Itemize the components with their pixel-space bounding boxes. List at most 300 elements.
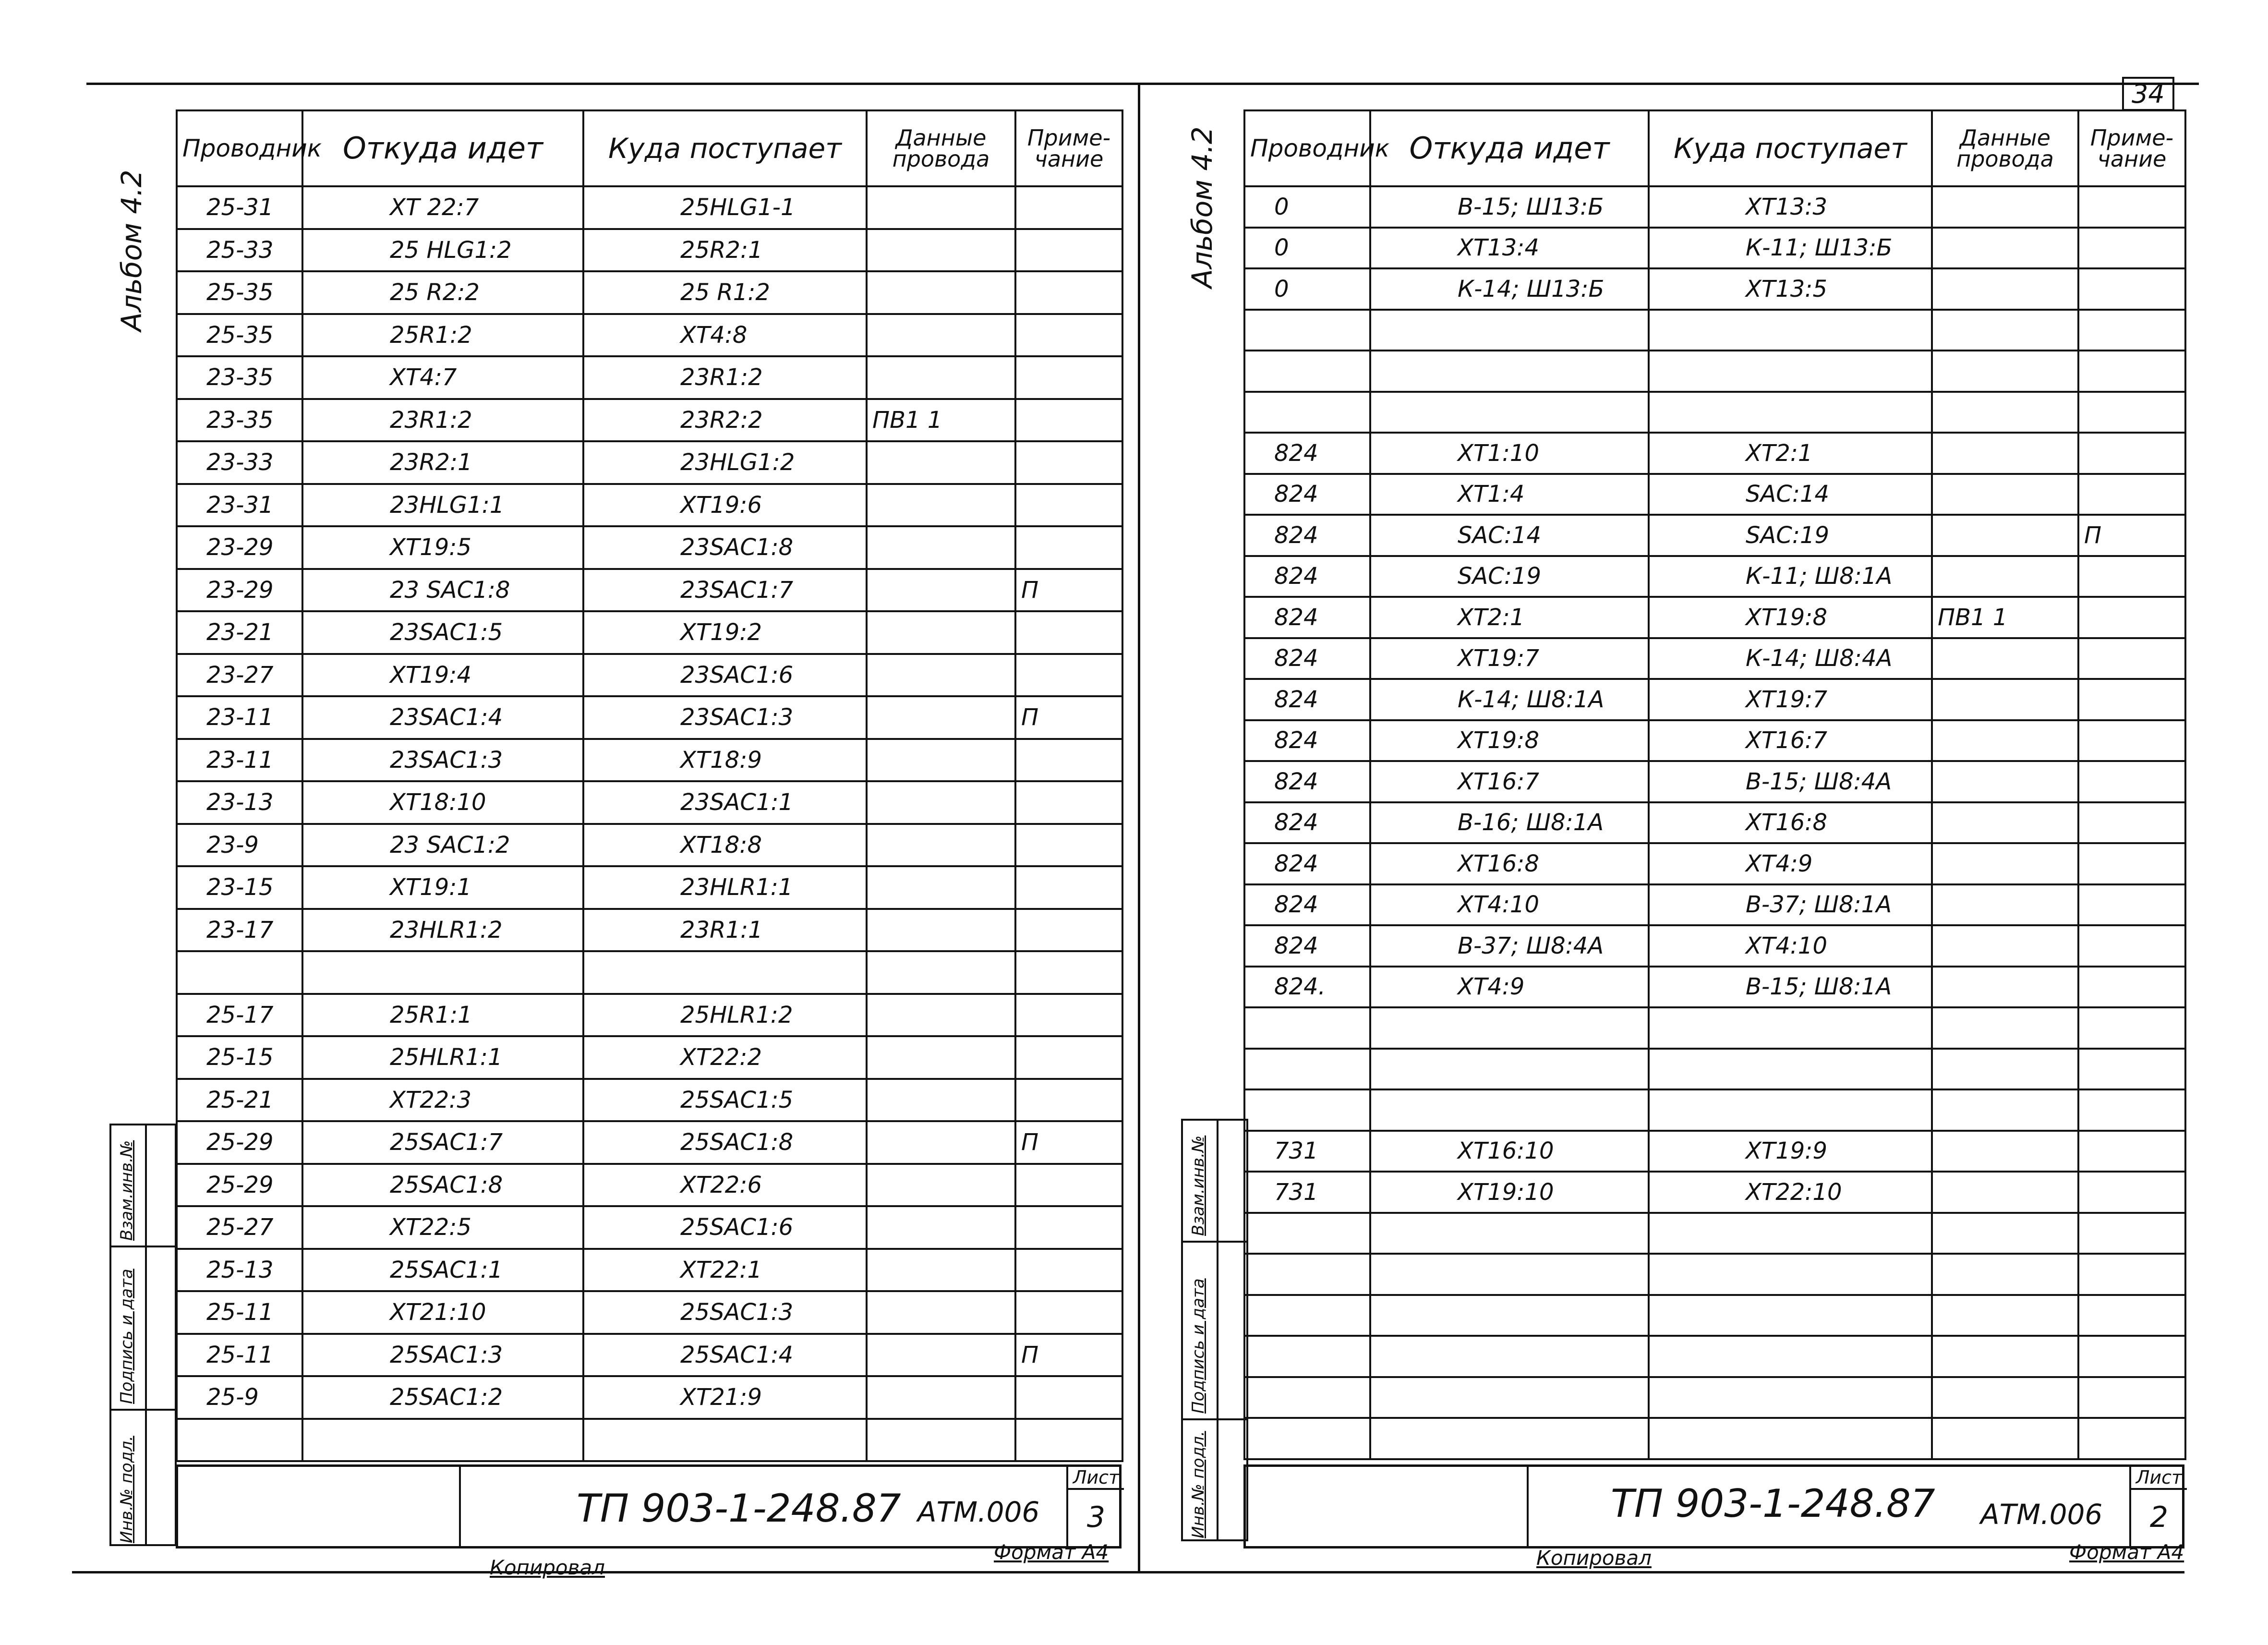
- cell-wire-data: [867, 1206, 1015, 1249]
- cell-note: [1015, 1036, 1122, 1079]
- cell-to: ХТ13:3: [1649, 186, 1932, 228]
- col-header-wire-data: Данные провода: [867, 110, 1015, 186]
- cell-conductor: [1244, 1377, 1370, 1418]
- cell-wire-data: [1932, 720, 2078, 762]
- table-row: [1244, 268, 2185, 310]
- cell-note: [2078, 638, 2185, 679]
- cell-from: ХТ2:1: [1370, 597, 1649, 638]
- cell-note: [2078, 597, 2185, 638]
- cell-from: SAC:14: [1370, 515, 1649, 556]
- title-block-left-divider: [459, 1467, 461, 1546]
- doc-id-left: АТМ.006: [917, 1496, 1040, 1528]
- cell-note: [2078, 925, 2185, 967]
- cell-to: [1649, 1254, 1932, 1295]
- cell-from: 23 SAC1:2: [302, 824, 583, 867]
- cell-conductor: [1244, 1254, 1370, 1295]
- cell-to: В-37; Ш8:1А: [1649, 884, 1932, 926]
- cell-wire-data: [1932, 802, 2078, 844]
- table-row: [177, 526, 1122, 569]
- cell-note: [1015, 356, 1122, 399]
- table-row: [1244, 1254, 2185, 1295]
- cell-wire-data: [867, 654, 1015, 697]
- cell-wire-data: [867, 994, 1015, 1037]
- table-row: [1244, 474, 2185, 515]
- table-row: [177, 739, 1122, 782]
- cell-from: ХТ1:4: [1370, 474, 1649, 515]
- doc-code-left: ТП 903-1-248.87: [577, 1486, 901, 1531]
- stamp-left-swap: Взам.инв.№: [117, 1140, 136, 1241]
- cell-conductor: [1244, 1336, 1370, 1377]
- cell-note: [2078, 1089, 2185, 1131]
- cell-from: 25SAC1:1: [302, 1249, 583, 1292]
- table-row: [177, 909, 1122, 952]
- cell-wire-data: [1932, 310, 2078, 351]
- cell-from: В-15; Ш13:Б: [1370, 186, 1649, 228]
- cell-wire-data: [867, 484, 1015, 527]
- table-row: [177, 1249, 1122, 1292]
- cell-to: ХТ21:9: [583, 1376, 867, 1419]
- cell-conductor: 731: [1244, 1172, 1370, 1213]
- cell-from: 23SAC1:3: [302, 739, 583, 782]
- cell-conductor: 23-33: [177, 441, 302, 484]
- stamp-left-sign: Подпись и дата: [117, 1269, 136, 1404]
- cell-to: ХТ19:2: [583, 611, 867, 654]
- doc-id-right: АТМ.006: [1980, 1498, 2103, 1531]
- cell-note: [1015, 1206, 1122, 1249]
- cell-wire-data: [867, 739, 1015, 782]
- cell-note: П: [1015, 696, 1122, 739]
- footer-copied-left: Копировал: [490, 1556, 605, 1579]
- cell-conductor: 25-9: [177, 1376, 302, 1419]
- cell-note: [1015, 739, 1122, 782]
- cell-from: 25 R2:2: [302, 271, 583, 314]
- cell-wire-data: [867, 314, 1015, 357]
- cell-note: [1015, 399, 1122, 442]
- cell-wire-data: [867, 356, 1015, 399]
- cell-to: SAC:19: [1649, 515, 1932, 556]
- cell-from: ХТ19:7: [1370, 638, 1649, 679]
- table-row: [177, 611, 1122, 654]
- cell-to: 23SAC1:1: [583, 781, 867, 824]
- cell-conductor: 0: [1244, 228, 1370, 269]
- cell-conductor: 23-35: [177, 399, 302, 442]
- cell-from: 25SAC1:7: [302, 1121, 583, 1164]
- table-row: [1244, 1418, 2185, 1459]
- cell-conductor: 23-11: [177, 739, 302, 782]
- cell-from: В-16; Ш8:1А: [1370, 802, 1649, 844]
- sheet-label-left: Лист: [1068, 1467, 1124, 1490]
- cell-to: 25HLR1:2: [583, 994, 867, 1037]
- table-row: [177, 1419, 1122, 1462]
- cell-conductor: 0: [1244, 268, 1370, 310]
- cell-conductor: [1244, 1007, 1370, 1049]
- col-header-to: Куда поступает: [1649, 110, 1932, 186]
- cell-wire-data: [1932, 351, 2078, 392]
- table-row: [177, 441, 1122, 484]
- table-row: [177, 399, 1122, 442]
- cell-conductor: [1244, 310, 1370, 351]
- stamp-left: [109, 1124, 177, 1546]
- cell-note: [2078, 1213, 2185, 1254]
- cell-note: [2078, 884, 2185, 926]
- cell-from: [1370, 1295, 1649, 1336]
- stamp-right-row2: [1183, 1418, 1246, 1420]
- cell-wire-data: [867, 824, 1015, 867]
- cell-from: ХТ22:3: [302, 1079, 583, 1122]
- cell-conductor: 23-21: [177, 611, 302, 654]
- cell-note: [2078, 268, 2185, 310]
- cell-from: 25SAC1:8: [302, 1164, 583, 1207]
- table-row: [1244, 1131, 2185, 1172]
- cell-from: [1370, 1049, 1649, 1090]
- cell-from: 23R2:1: [302, 441, 583, 484]
- cell-wire-data: [1932, 268, 2078, 310]
- cell-from: 23R1:2: [302, 399, 583, 442]
- cell-wire-data: [1932, 1007, 2078, 1049]
- cell-wire-data: [1932, 1418, 2078, 1459]
- table-row: [1244, 186, 2185, 228]
- cell-wire-data: [867, 1164, 1015, 1207]
- table-row: [177, 1334, 1122, 1377]
- doc-code-right: ТП 903-1-248.87: [1611, 1481, 1935, 1526]
- cell-wire-data: [1932, 638, 2078, 679]
- wire-table-left: [176, 109, 1123, 1462]
- cell-conductor: 824: [1244, 638, 1370, 679]
- cell-conductor: [1244, 1418, 1370, 1459]
- cell-from: SAC:19: [1370, 556, 1649, 597]
- cell-to: В-15; Ш8:1А: [1649, 967, 1932, 1008]
- table-row: [1244, 556, 2185, 597]
- cell-from: [1370, 1418, 1649, 1459]
- table-row: [177, 186, 1122, 229]
- cell-from: [302, 951, 583, 994]
- col-header-from: Откуда идет: [302, 110, 583, 186]
- cell-from: 25R1:1: [302, 994, 583, 1037]
- cell-conductor: 25-31: [177, 186, 302, 229]
- cell-conductor: 824: [1244, 802, 1370, 844]
- cell-note: [2078, 392, 2185, 433]
- col-header-note: Приме-чание: [2078, 110, 2185, 186]
- cell-wire-data: [1932, 967, 2078, 1008]
- table-row: [1244, 228, 2185, 269]
- cell-from: [1370, 351, 1649, 392]
- cell-from: ХТ22:5: [302, 1206, 583, 1249]
- cell-to: В-15; Ш8:4А: [1649, 761, 1932, 802]
- cell-note: [1015, 909, 1122, 952]
- table-row: [1244, 1336, 2185, 1377]
- stamp-right-row1: [1183, 1241, 1246, 1243]
- cell-conductor: 824: [1244, 597, 1370, 638]
- cell-to: ХТ19:8: [1649, 597, 1932, 638]
- cell-to: 23HLG1:2: [583, 441, 867, 484]
- cell-to: ХТ19:7: [1649, 679, 1932, 720]
- cell-to: 23HLR1:1: [583, 866, 867, 909]
- cell-note: [1015, 526, 1122, 569]
- cell-to: [1649, 1089, 1932, 1131]
- table-row: [1244, 597, 2185, 638]
- cell-wire-data: [867, 909, 1015, 952]
- cell-wire-data: [867, 229, 1015, 272]
- cell-wire-data: [1932, 1089, 2078, 1131]
- table-row: [1244, 843, 2185, 884]
- cell-conductor: 25-21: [177, 1079, 302, 1122]
- cell-note: [2078, 1336, 2185, 1377]
- cell-conductor: 23-35: [177, 356, 302, 399]
- cell-wire-data: [1932, 1213, 2078, 1254]
- table-row: [1244, 638, 2185, 679]
- cell-note: [2078, 1049, 2185, 1090]
- table-row: [177, 356, 1122, 399]
- table-row: [177, 1121, 1122, 1164]
- table-row: [1244, 679, 2185, 720]
- wire-table-right: [1243, 109, 2186, 1460]
- footer-format-right: Формат А4: [2069, 1540, 2184, 1564]
- title-block-right-divider: [1527, 1467, 1529, 1546]
- stamp-right-col: [1217, 1121, 1218, 1539]
- cell-from: [1370, 1336, 1649, 1377]
- cell-note: [1015, 951, 1122, 994]
- col-header-conductor: Проводник: [1244, 110, 1370, 186]
- cell-from: ХТ16:8: [1370, 843, 1649, 884]
- cell-to: 23R1:1: [583, 909, 867, 952]
- table-row: [1244, 925, 2185, 967]
- cell-to: 23R2:2: [583, 399, 867, 442]
- table-row: [1244, 1213, 2185, 1254]
- table-row: [177, 951, 1122, 994]
- cell-wire-data: [867, 271, 1015, 314]
- title-block-left: [176, 1464, 1122, 1548]
- cell-conductor: 824: [1244, 884, 1370, 926]
- cell-wire-data: [1932, 843, 2078, 884]
- cell-note: [1015, 1164, 1122, 1207]
- cell-from: 23HLR1:2: [302, 909, 583, 952]
- cell-to: 25HLG1-1: [583, 186, 867, 229]
- cell-to: [583, 1419, 867, 1462]
- cell-from: ХТ21:10: [302, 1291, 583, 1334]
- cell-to: 25R2:1: [583, 229, 867, 272]
- cell-conductor: 824: [1244, 515, 1370, 556]
- cell-note: П: [1015, 1334, 1122, 1377]
- cell-from: [1370, 310, 1649, 351]
- cell-wire-data: [1932, 925, 2078, 967]
- cell-note: [1015, 1419, 1122, 1462]
- table-row: [177, 1036, 1122, 1079]
- cell-to: 25SAC1:3: [583, 1291, 867, 1334]
- cell-to: 23SAC1:6: [583, 654, 867, 697]
- table-row: [177, 1376, 1122, 1419]
- cell-to: ХТ18:8: [583, 824, 867, 867]
- cell-wire-data: [867, 1036, 1015, 1079]
- cell-wire-data: ПВ1 1: [867, 399, 1015, 442]
- stamp-left-row2: [111, 1409, 175, 1411]
- cell-conductor: 824: [1244, 433, 1370, 474]
- cell-to: SAC:14: [1649, 474, 1932, 515]
- table-row: [1244, 720, 2185, 762]
- table-row: [1244, 433, 2185, 474]
- cell-note: [2078, 433, 2185, 474]
- cell-from: 23 SAC1:8: [302, 569, 583, 612]
- table-row: [1244, 1295, 2185, 1336]
- cell-to: 23SAC1:8: [583, 526, 867, 569]
- stamp-right-sign: Подпись и дата: [1189, 1278, 1208, 1414]
- cell-note: [1015, 314, 1122, 357]
- cell-to: ХТ4:9: [1649, 843, 1932, 884]
- cell-from: [1370, 1254, 1649, 1295]
- cell-to: [1649, 310, 1932, 351]
- table-row: [1244, 310, 2185, 351]
- cell-from: 25SAC1:2: [302, 1376, 583, 1419]
- cell-wire-data: [1932, 556, 2078, 597]
- cell-to: [1649, 1213, 1932, 1254]
- table-row: [1244, 884, 2185, 926]
- table-row: [1244, 1007, 2185, 1049]
- cell-from: К-14; Ш13:Б: [1370, 268, 1649, 310]
- cell-from: 25 HLG1:2: [302, 229, 583, 272]
- cell-wire-data: [1932, 1131, 2078, 1172]
- cell-conductor: 0: [1244, 186, 1370, 228]
- cell-wire-data: [1932, 761, 2078, 802]
- cell-note: [1015, 994, 1122, 1037]
- cell-to: 25 R1:2: [583, 271, 867, 314]
- table-row: [177, 271, 1122, 314]
- cell-note: П: [2078, 515, 2185, 556]
- cell-to: [583, 951, 867, 994]
- cell-conductor: 731: [1244, 1131, 1370, 1172]
- stamp-left-row1: [111, 1246, 175, 1247]
- cell-conductor: [177, 1419, 302, 1462]
- cell-to: ХТ13:5: [1649, 268, 1932, 310]
- cell-wire-data: [1932, 1254, 2078, 1295]
- cell-conductor: [177, 951, 302, 994]
- cell-from: 23HLG1:1: [302, 484, 583, 527]
- table-row: [177, 1164, 1122, 1207]
- cell-from: [1370, 1213, 1649, 1254]
- cell-conductor: 824: [1244, 720, 1370, 762]
- cell-conductor: 824: [1244, 925, 1370, 967]
- cell-note: [2078, 1377, 2185, 1418]
- cell-to: 25SAC1:5: [583, 1079, 867, 1122]
- cell-conductor: 23-15: [177, 866, 302, 909]
- cell-wire-data: [867, 611, 1015, 654]
- table-row: [177, 866, 1122, 909]
- cell-conductor: 25-15: [177, 1036, 302, 1079]
- stamp-right: [1181, 1119, 1248, 1541]
- cell-wire-data: [867, 1121, 1015, 1164]
- cell-note: П: [1015, 569, 1122, 612]
- cell-to: ХТ19:9: [1649, 1131, 1932, 1172]
- cell-note: [1015, 1079, 1122, 1122]
- cell-to: ХТ22:6: [583, 1164, 867, 1207]
- cell-wire-data: [1932, 392, 2078, 433]
- cell-to: 25SAC1:8: [583, 1121, 867, 1164]
- cell-from: ХТ 22:7: [302, 186, 583, 229]
- cell-conductor: 824: [1244, 679, 1370, 720]
- table-row: [177, 654, 1122, 697]
- cell-from: ХТ19:1: [302, 866, 583, 909]
- cell-to: [1649, 1049, 1932, 1090]
- cell-conductor: [1244, 392, 1370, 433]
- cell-conductor: 25-29: [177, 1121, 302, 1164]
- table-row: [177, 314, 1122, 357]
- cell-conductor: 25-35: [177, 271, 302, 314]
- cell-from: [302, 1419, 583, 1462]
- cell-wire-data: [1932, 515, 2078, 556]
- cell-from: ХТ1:10: [1370, 433, 1649, 474]
- bottom-rule: [72, 1571, 2184, 1573]
- cell-wire-data: [1932, 884, 2078, 926]
- cell-from: ХТ4:10: [1370, 884, 1649, 926]
- cell-from: [1370, 1089, 1649, 1131]
- cell-from: К-14; Ш8:1А: [1370, 679, 1649, 720]
- table-row: [177, 569, 1122, 612]
- cell-note: [2078, 556, 2185, 597]
- cell-from: ХТ13:4: [1370, 228, 1649, 269]
- cell-wire-data: [1932, 1377, 2078, 1418]
- sheet-box-left: [1066, 1467, 1124, 1546]
- cell-wire-data: [867, 1334, 1015, 1377]
- cell-note: [2078, 310, 2185, 351]
- col-header-conductor: Проводник: [177, 110, 302, 186]
- cell-note: [2078, 1172, 2185, 1213]
- cell-note: [1015, 1291, 1122, 1334]
- table-row: [1244, 1172, 2185, 1213]
- cell-note: [2078, 186, 2185, 228]
- table-row: [177, 824, 1122, 867]
- cell-note: [2078, 967, 2185, 1008]
- table-row: [1244, 802, 2185, 844]
- stamp-right-inv: Инв.№ подл.: [1189, 1431, 1208, 1538]
- cell-wire-data: [867, 696, 1015, 739]
- cell-from: ХТ4:7: [302, 356, 583, 399]
- sheet-value-left: 3: [1086, 1500, 1106, 1534]
- cell-to: 25SAC1:4: [583, 1334, 867, 1377]
- cell-to: ХТ22:10: [1649, 1172, 1932, 1213]
- cell-wire-data: [1932, 1336, 2078, 1377]
- top-rule: [86, 83, 2199, 85]
- cell-to: [1649, 351, 1932, 392]
- cell-conductor: 25-13: [177, 1249, 302, 1292]
- cell-conductor: 23-13: [177, 781, 302, 824]
- cell-note: П: [1015, 1121, 1122, 1164]
- cell-note: [1015, 611, 1122, 654]
- cell-to: ХТ22:2: [583, 1036, 867, 1079]
- cell-conductor: 824: [1244, 474, 1370, 515]
- cell-to: ХТ4:10: [1649, 925, 1932, 967]
- cell-from: [1370, 1377, 1649, 1418]
- cell-wire-data: [867, 1419, 1015, 1462]
- cell-conductor: [1244, 1295, 1370, 1336]
- cell-note: [1015, 229, 1122, 272]
- cell-note: [1015, 866, 1122, 909]
- cell-wire-data: [1932, 679, 2078, 720]
- cell-from: 25HLR1:1: [302, 1036, 583, 1079]
- cell-note: [1015, 271, 1122, 314]
- cell-conductor: 824: [1244, 761, 1370, 802]
- cell-to: [1649, 1418, 1932, 1459]
- cell-note: [2078, 351, 2185, 392]
- sheet-label-right: Лист: [2131, 1467, 2187, 1490]
- table-row: [177, 781, 1122, 824]
- table-row: [1244, 1049, 2185, 1090]
- cell-from: 25R1:2: [302, 314, 583, 357]
- cell-to: [1649, 1007, 1932, 1049]
- cell-from: ХТ4:9: [1370, 967, 1649, 1008]
- cell-note: [2078, 679, 2185, 720]
- cell-from: ХТ19:8: [1370, 720, 1649, 762]
- footer-format-left: Формат А4: [994, 1540, 1109, 1564]
- cell-to: К-14; Ш8:4А: [1649, 638, 1932, 679]
- cell-note: [2078, 720, 2185, 762]
